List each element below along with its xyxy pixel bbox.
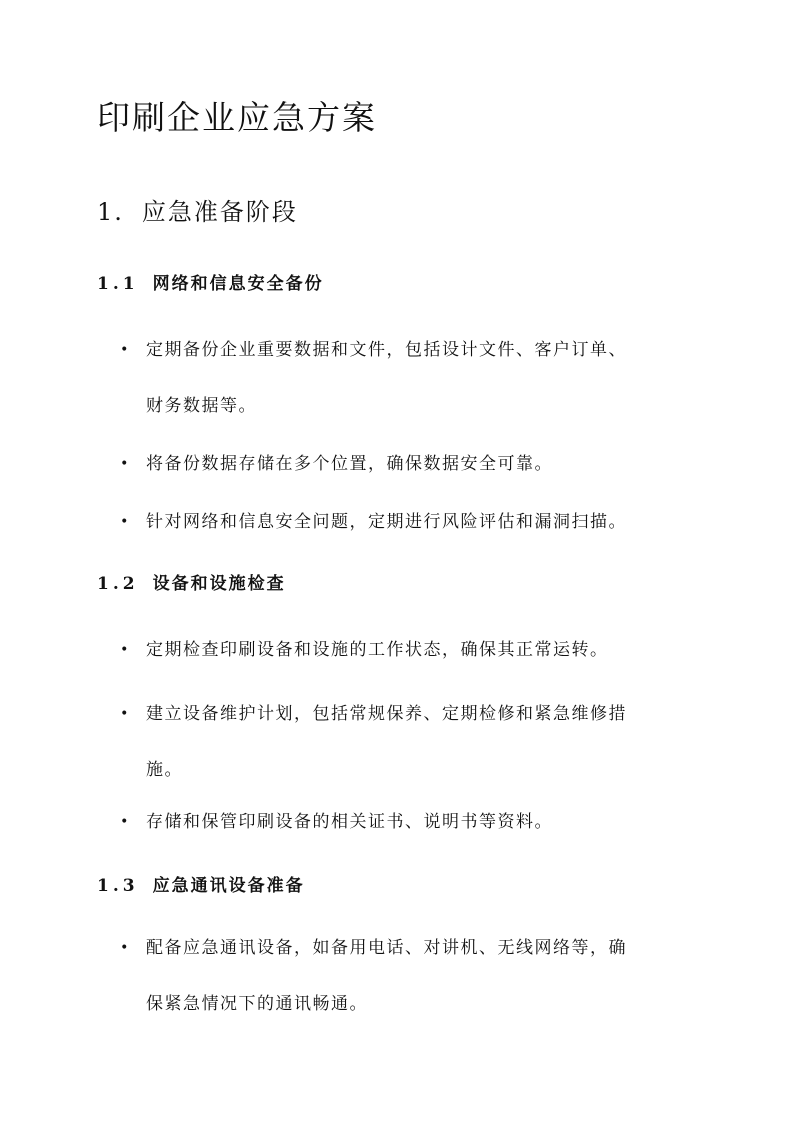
bullet-icon: • (120, 642, 130, 658)
list-item (118, 622, 698, 678)
subsection-number: 1.3 (97, 876, 139, 896)
subsection-number: 1.1 (97, 274, 139, 294)
subsection-title: 设备和设施检查 (152, 574, 286, 594)
subsection-heading-1-1 (97, 270, 324, 298)
section-number: 1. (97, 198, 124, 226)
subsection-heading-1-2 (97, 570, 286, 598)
subsection-title: 应急通讯设备准备 (152, 876, 305, 896)
list-item-text: 建立设备维护计划，包括常规保养、定期检修和紧急维修措 施。 (146, 704, 627, 780)
list-item (118, 436, 698, 492)
list-item (118, 920, 698, 1032)
list-item (118, 686, 698, 798)
document-title: 印刷企业应急方案 (97, 98, 377, 137)
section-heading-1 (97, 194, 298, 230)
subsection-title: 网络和信息安全备份 (152, 274, 324, 294)
bullet-icon: • (120, 706, 130, 722)
list-item (118, 322, 698, 434)
bullet-icon: • (120, 940, 130, 956)
list-item-text: 针对网络和信息安全问题，定期进行风险评估和漏洞扫描。 (146, 512, 627, 532)
section-title: 应急准备阶段 (141, 198, 298, 226)
list-item-text: 定期检查印刷设备和设施的工作状态，确保其正常运转。 (146, 640, 609, 660)
subsection-number: 1.2 (97, 574, 139, 594)
bullet-icon: • (120, 814, 130, 830)
list-item (118, 794, 698, 850)
bullet-icon: • (120, 456, 130, 472)
list-item-text: 将备份数据存储在多个位置，确保数据安全可靠。 (146, 454, 553, 474)
bullet-icon: • (120, 514, 130, 530)
list-item-text: 定期备份企业重要数据和文件，包括设计文件、客户订单、 财务数据等。 (146, 340, 627, 416)
list-item-text: 配备应急通讯设备，如备用电话、对讲机、无线网络等，确 保紧急情况下的通讯畅通。 (146, 938, 627, 1014)
list-item-text: 存储和保管印刷设备的相关证书、说明书等资料。 (146, 812, 553, 832)
bullet-icon: • (120, 342, 130, 358)
list-item (118, 494, 698, 550)
subsection-heading-1-3 (97, 872, 305, 900)
